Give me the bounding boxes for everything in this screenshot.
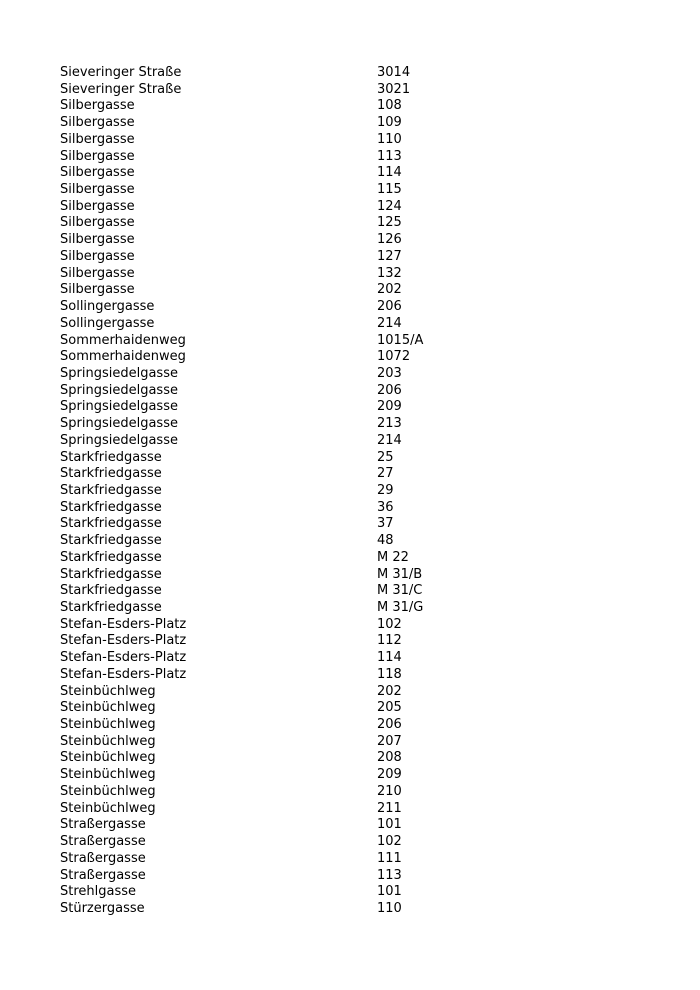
street-name: Silbergasse <box>60 182 135 198</box>
list-item <box>60 767 660 784</box>
street-name: Silbergasse <box>60 232 135 248</box>
list-item <box>60 149 660 166</box>
street-name: Steinbüchlweg <box>60 717 156 733</box>
house-number: 112 <box>377 633 402 649</box>
list-item <box>60 215 660 232</box>
street-name: Springsiedelgasse <box>60 365 178 381</box>
street-name: Starkfriedgasse <box>60 549 162 565</box>
house-number: 115 <box>377 182 402 198</box>
house-number: 27 <box>377 466 394 482</box>
list-item <box>60 734 660 751</box>
list-item <box>60 684 660 701</box>
list-item <box>60 82 660 99</box>
street-name: Silbergasse <box>60 115 135 131</box>
list-item <box>60 483 660 500</box>
street-name: Straßergasse <box>60 817 146 833</box>
house-number: 214 <box>377 432 402 448</box>
street-name: Steinbüchlweg <box>60 683 156 699</box>
street-name: Silbergasse <box>60 131 135 147</box>
list-item <box>60 901 660 918</box>
list-item <box>60 266 660 283</box>
street-name: Silbergasse <box>60 248 135 264</box>
house-number: 118 <box>377 666 402 682</box>
street-name: Starkfriedgasse <box>60 516 162 532</box>
list-item <box>60 349 660 366</box>
house-number: 3014 <box>377 65 411 80</box>
street-name: Stefan-Esders-Platz <box>60 616 187 632</box>
street-name: Springsiedelgasse <box>60 432 178 448</box>
list-item <box>60 232 660 249</box>
street-name: Sommerhaidenweg <box>60 332 186 348</box>
house-number: 209 <box>377 399 402 415</box>
house-number: 126 <box>377 232 402 248</box>
street-name: Starkfriedgasse <box>60 533 162 549</box>
street-name: Sollingergasse <box>60 299 155 315</box>
list-item <box>60 533 660 550</box>
list-item <box>60 884 660 901</box>
street-name: Silbergasse <box>60 198 135 214</box>
list-item <box>60 165 660 182</box>
list-item <box>60 700 660 717</box>
street-name: Steinbüchlweg <box>60 800 156 816</box>
house-number: 101 <box>377 817 402 833</box>
street-name: Steinbüchlweg <box>60 733 156 749</box>
list-item <box>60 433 660 450</box>
street-name: Silbergasse <box>60 165 135 181</box>
street-name: Starkfriedgasse <box>60 499 162 515</box>
house-number: 206 <box>377 382 402 398</box>
list-item <box>60 416 660 433</box>
street-name: Straßergasse <box>60 867 146 883</box>
street-name: Silbergasse <box>60 148 135 164</box>
street-name: Straßergasse <box>60 850 146 866</box>
house-number: 102 <box>377 834 402 850</box>
house-number: 48 <box>377 533 394 549</box>
house-number: 202 <box>377 282 402 298</box>
list-item <box>60 199 660 216</box>
house-number: 114 <box>377 165 402 181</box>
list-item <box>60 516 660 533</box>
street-name: Silbergasse <box>60 282 135 298</box>
street-name: Steinbüchlweg <box>60 767 156 783</box>
house-number: 202 <box>377 683 402 699</box>
house-number: 110 <box>377 131 402 147</box>
street-name: Silbergasse <box>60 98 135 114</box>
list-item <box>60 817 660 834</box>
house-number: 210 <box>377 783 402 799</box>
list-item <box>60 450 660 467</box>
house-number: 113 <box>377 867 402 883</box>
street-name: Steinbüchlweg <box>60 750 156 766</box>
list-item <box>60 851 660 868</box>
street-name: Springsiedelgasse <box>60 399 178 415</box>
list-item <box>60 98 660 115</box>
street-name: Steinbüchlweg <box>60 700 156 716</box>
house-number: 207 <box>377 733 402 749</box>
house-number: 205 <box>377 700 402 716</box>
house-number: 132 <box>377 265 402 281</box>
house-number: 1072 <box>377 349 411 365</box>
street-name: Straßergasse <box>60 834 146 850</box>
list-item <box>60 784 660 801</box>
street-name: Sollingergasse <box>60 315 155 331</box>
house-number: 36 <box>377 499 394 515</box>
street-name: Steinbüchlweg <box>60 783 156 799</box>
list-item <box>60 299 660 316</box>
list-item <box>60 617 660 634</box>
list-item <box>60 383 660 400</box>
house-number: 214 <box>377 315 402 331</box>
list-item <box>60 583 660 600</box>
street-name: Springsiedelgasse <box>60 382 178 398</box>
list-item <box>60 65 660 82</box>
house-number: 213 <box>377 416 402 432</box>
house-number: 113 <box>377 148 402 164</box>
house-number: 109 <box>377 115 402 131</box>
street-name: Stefan-Esders-Platz <box>60 666 187 682</box>
street-name: Starkfriedgasse <box>60 449 162 465</box>
list-item <box>60 550 660 567</box>
house-number: 124 <box>377 198 402 214</box>
list-item <box>60 466 660 483</box>
house-number: M 31/G <box>377 600 424 615</box>
list-item <box>60 132 660 149</box>
street-name: Stefan-Esders-Platz <box>60 650 187 666</box>
house-number: 208 <box>377 750 402 766</box>
house-number: 206 <box>377 299 402 315</box>
list-item <box>60 667 660 684</box>
list-item <box>60 399 660 416</box>
house-number: 125 <box>377 215 402 231</box>
list-item <box>60 868 660 885</box>
list-item <box>60 834 660 851</box>
list-item <box>60 249 660 266</box>
street-name: Sieveringer Straße <box>60 65 182 80</box>
street-name: Stürzergasse <box>60 900 145 916</box>
house-number: 108 <box>377 98 402 114</box>
house-number: 1015/A <box>377 332 424 348</box>
list-item <box>60 366 660 383</box>
list-item <box>60 750 660 767</box>
list-item <box>60 600 660 617</box>
list-item <box>60 115 660 132</box>
house-number: 111 <box>377 850 402 866</box>
street-name: Strehlgasse <box>60 884 137 900</box>
house-number: 29 <box>377 482 394 498</box>
street-name: Stefan-Esders-Platz <box>60 633 187 649</box>
house-number: 37 <box>377 516 394 532</box>
house-number: 3021 <box>377 81 411 97</box>
house-number: 101 <box>377 884 402 900</box>
street-name: Sieveringer Straße <box>60 81 182 97</box>
list-item <box>60 633 660 650</box>
house-number: 25 <box>377 449 394 465</box>
street-name: Springsiedelgasse <box>60 416 178 432</box>
house-number: 127 <box>377 248 402 264</box>
house-number: 110 <box>377 900 402 916</box>
house-number: M 22 <box>377 549 409 565</box>
street-name: Starkfriedgasse <box>60 482 162 498</box>
street-name: Starkfriedgasse <box>60 566 162 582</box>
list-item <box>60 333 660 350</box>
house-number: 211 <box>377 800 402 816</box>
street-name: Starkfriedgasse <box>60 583 162 599</box>
house-number: 102 <box>377 616 402 632</box>
house-number: M 31/C <box>377 583 423 599</box>
list-item <box>60 567 660 584</box>
house-number: 206 <box>377 717 402 733</box>
house-number: 209 <box>377 767 402 783</box>
house-number: 114 <box>377 650 402 666</box>
list-item <box>60 650 660 667</box>
street-name: Silbergasse <box>60 265 135 281</box>
house-number: M 31/B <box>377 566 423 582</box>
house-number: 203 <box>377 365 402 381</box>
list-item <box>60 316 660 333</box>
list-item <box>60 801 660 818</box>
list-item <box>60 282 660 299</box>
list-item <box>60 182 660 199</box>
list-item <box>60 717 660 734</box>
street-name: Silbergasse <box>60 215 135 231</box>
street-name: Sommerhaidenweg <box>60 349 186 365</box>
list-item <box>60 500 660 517</box>
street-name: Starkfriedgasse <box>60 600 162 615</box>
address-list <box>60 65 660 918</box>
street-name: Starkfriedgasse <box>60 466 162 482</box>
